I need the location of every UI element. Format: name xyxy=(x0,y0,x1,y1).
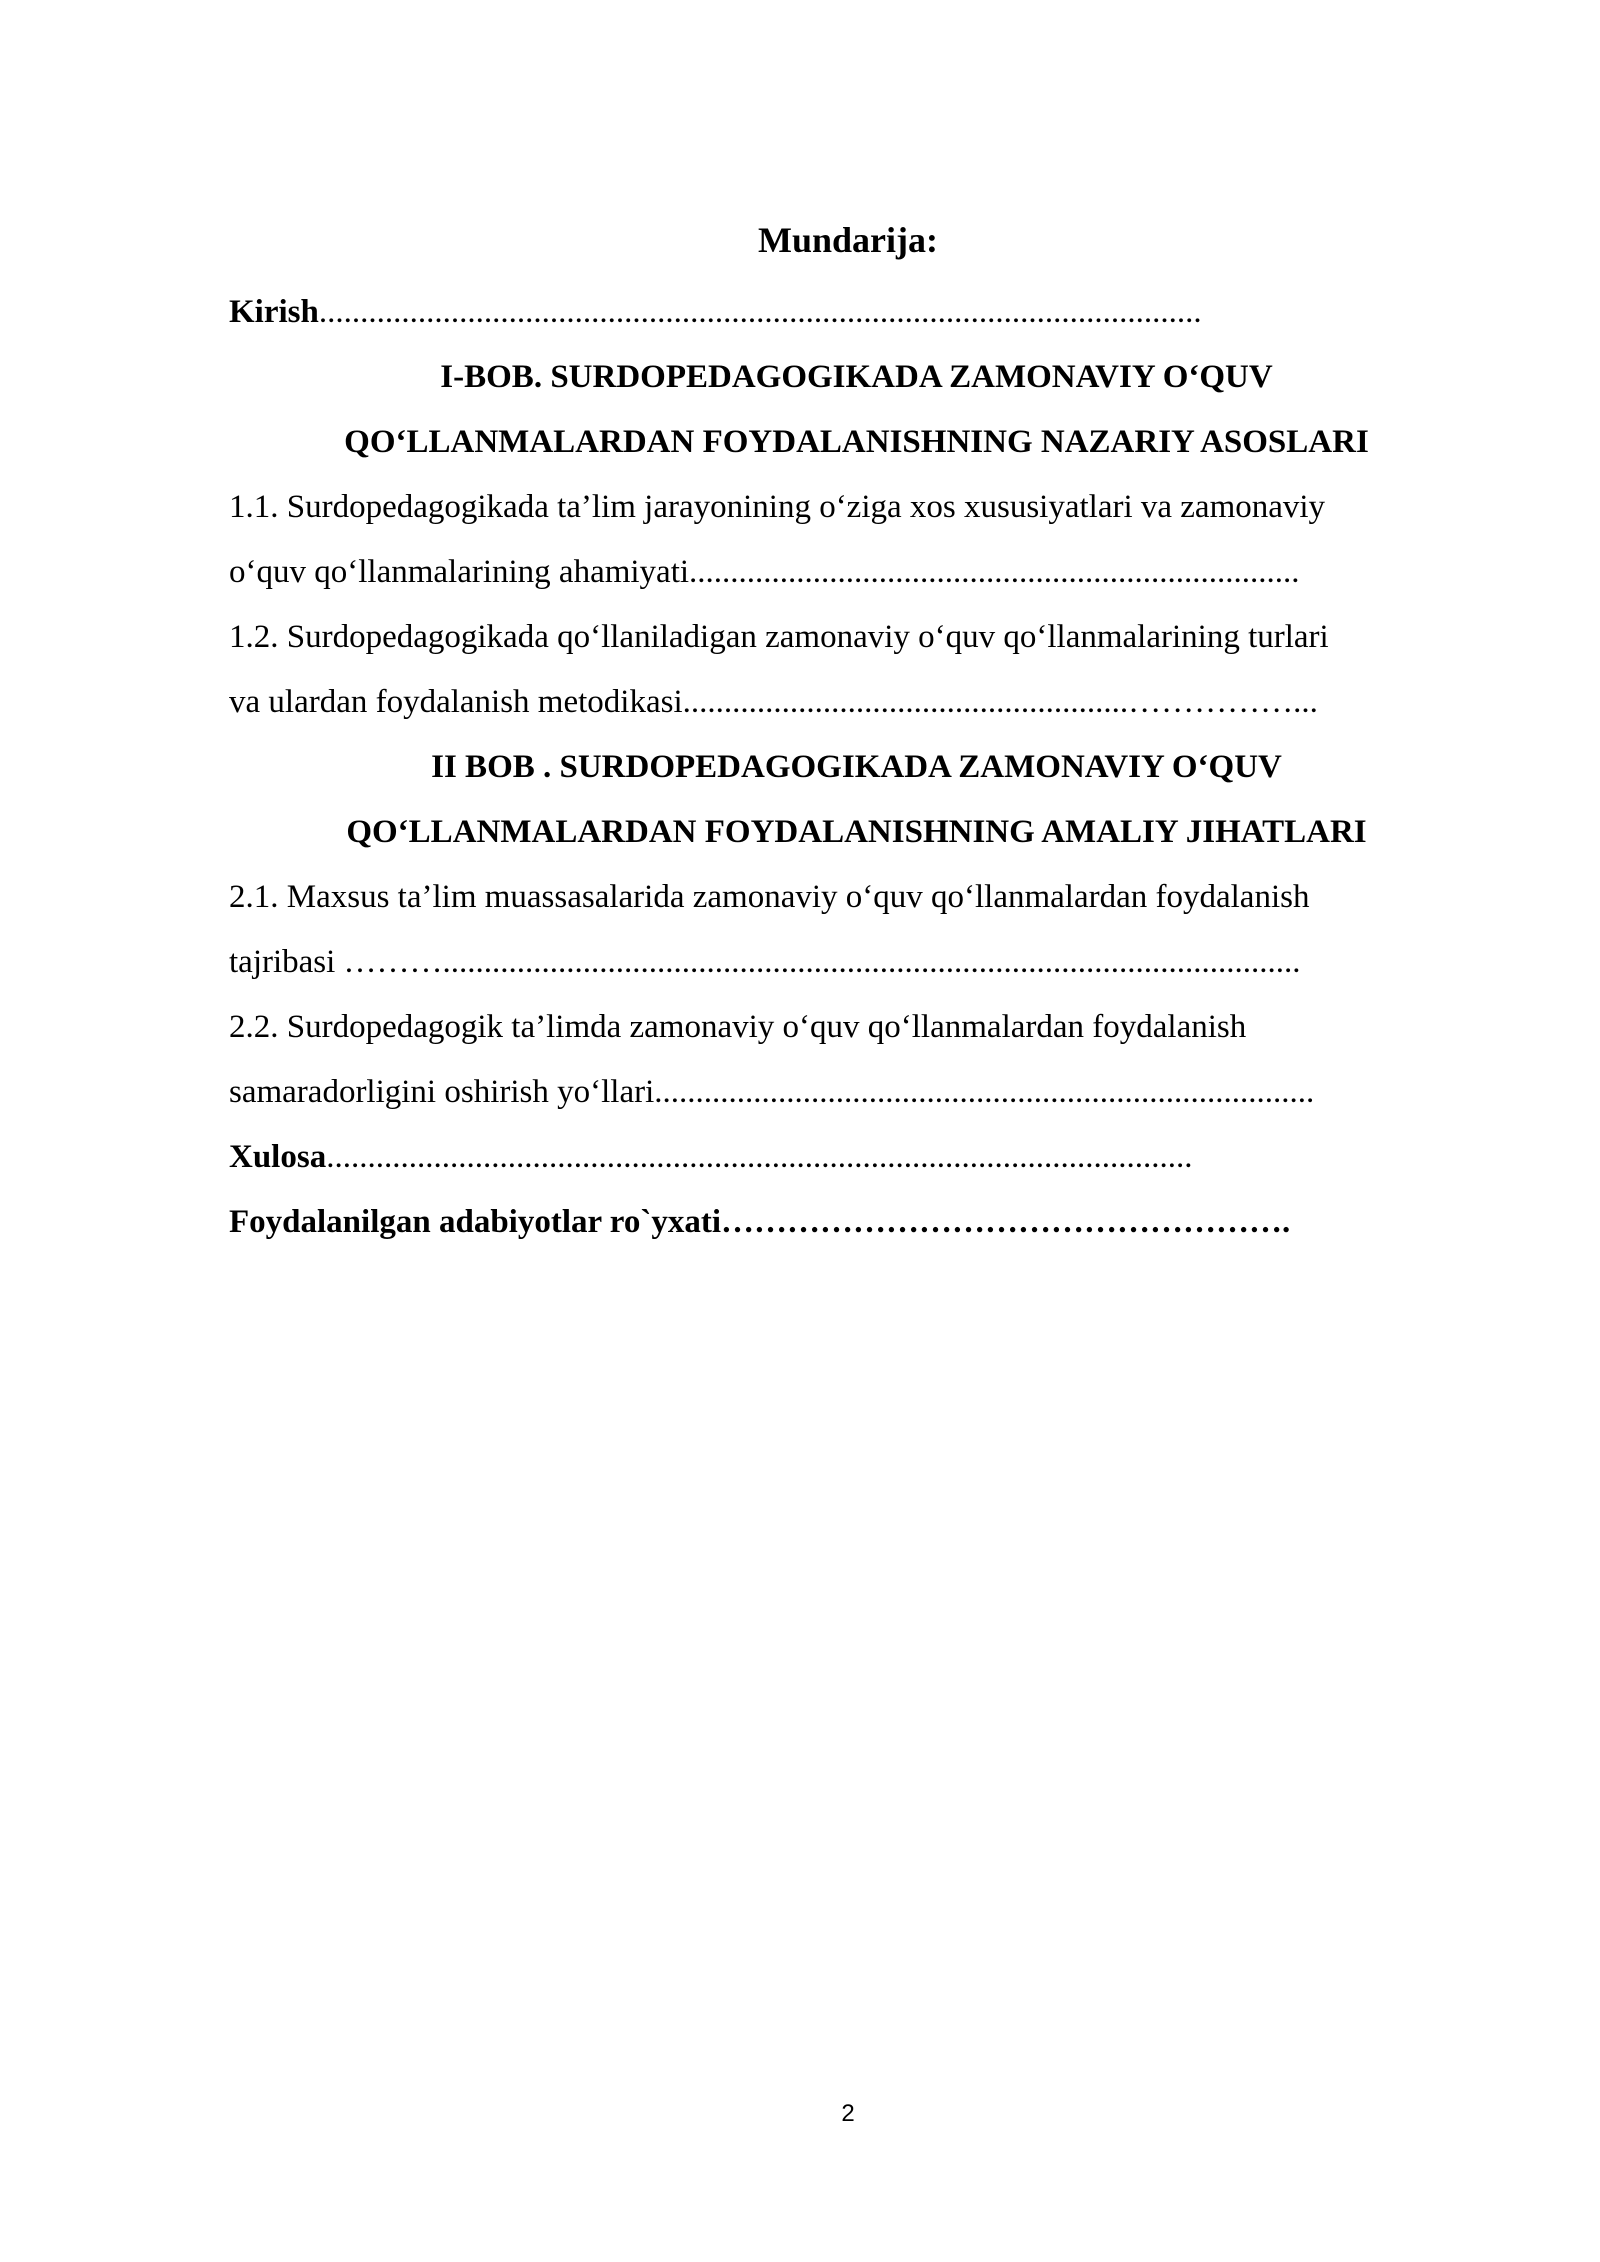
toc-conclusion-label: Xulosa xyxy=(229,1139,327,1175)
toc-intro-label: Kirish xyxy=(229,294,319,330)
toc-entry-conclusion xyxy=(229,1125,1484,1190)
chapter-1-heading-line-2: QO‘LLANMALARDAN FOYDALANISHNING NAZARIY ASOSLARI xyxy=(344,424,1369,460)
section-2-2-line-2: samaradorligini oshirish yo‘llari................................................................................ xyxy=(229,1074,1315,1110)
toc-entry-intro xyxy=(229,280,1484,345)
chapter-2-heading-line-1: II BOB . SURDOPEDAGOGIKADA ZAMONAVIY O‘QUV xyxy=(431,749,1282,785)
table-of-contents xyxy=(229,280,1484,1255)
toc-conclusion-leader: ......................................................................................................... xyxy=(326,1139,1193,1175)
chapter-2-heading-line-2: QO‘LLANMALARDAN FOYDALANISHNING AMALIY JIHATLARI xyxy=(346,814,1367,850)
section-2-1-line-2: tajribasi ………........................................................................................................ xyxy=(229,944,1301,980)
section-1-2-line-1: 1.2. Surdopedagogikada qo‘llaniladigan zamonaviy o‘quv qo‘llanmalarining turlari xyxy=(229,619,1329,655)
page-title: Mundarija: xyxy=(758,220,938,260)
section-1-2-line-2: va ulardan foydalanish metodikasi......................................................……………... xyxy=(229,684,1318,720)
page-number: 2 xyxy=(841,2100,855,2127)
section-2-2-line-1: 2.2. Surdopedagogik ta’limda zamonaviy o‘quv qo‘llanmalardan foydalanish xyxy=(229,1009,1247,1045)
section-2-1-line-1: 2.1. Maxsus ta’lim muassasalarida zamonaviy o‘quv qo‘llanmalardan foydalanish xyxy=(229,879,1310,915)
toc-entry-references: Foydalanilgan adabiyotlar ro`yxati……………………………………………. xyxy=(229,1204,1291,1240)
toc-intro-leader: ........................................................................................................... xyxy=(318,294,1202,330)
section-1-1-line-1: 1.1. Surdopedagogikada ta’lim jarayonining o‘ziga xos xususiyatlari va zamonaviy xyxy=(229,489,1326,525)
section-1-1-line-2: o‘quv qo‘llanmalarining ahamiyati.......................................................................... xyxy=(229,554,1300,590)
chapter-1-heading-line-1: I-BOB. SURDOPEDAGOGIKADA ZAMONAVIY O‘QUV xyxy=(440,359,1273,395)
